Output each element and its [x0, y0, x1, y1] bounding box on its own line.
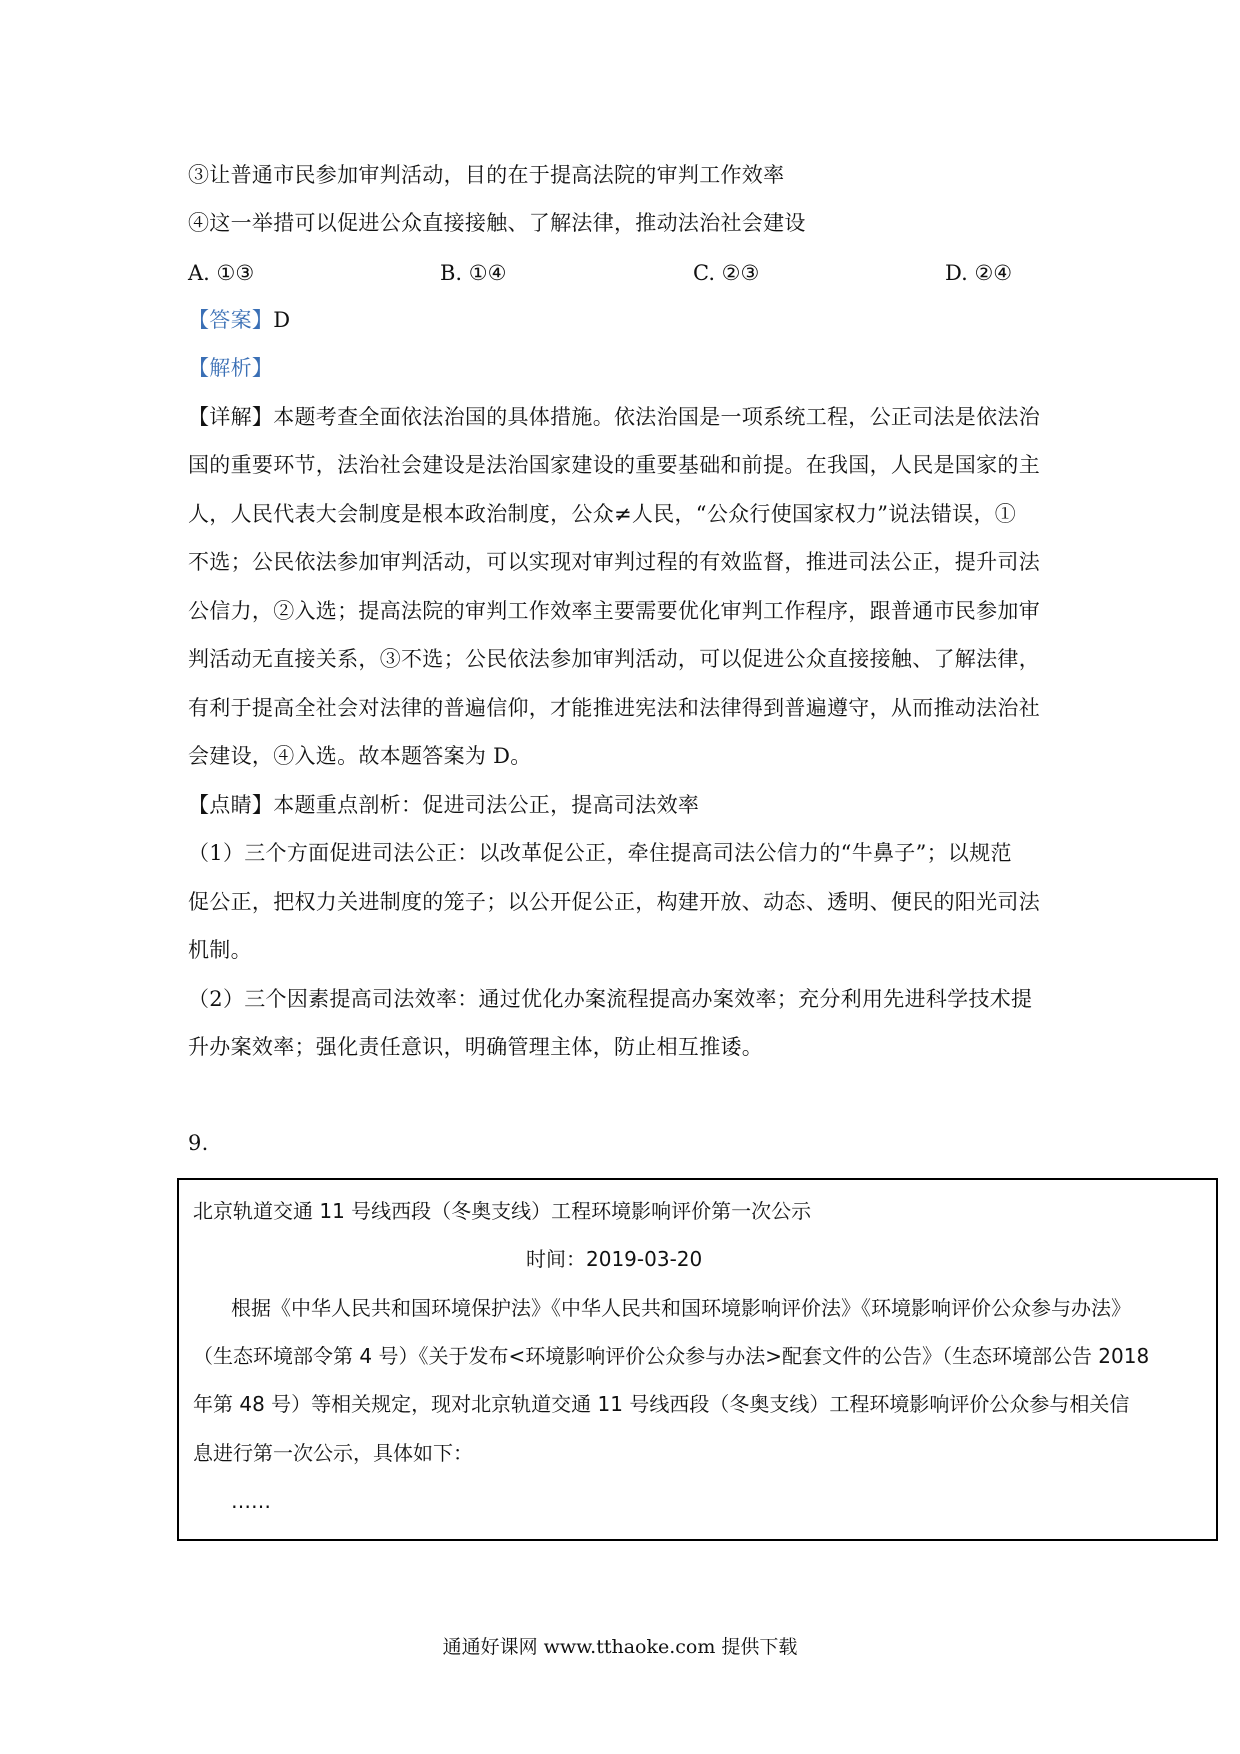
notice-title: 北京轨道交通 11 号线西段（冬奥支线）工程环境影响评价第一次公示 — [193, 1199, 812, 1223]
tip-line-1: （1）三个方面促进司法公正：以改革促公正，牵住提高司法公信力的“牛鼻子”；以规范 — [188, 841, 1012, 865]
tip-line-2: 促公正，把权力关进制度的笼子；以公开促公正，构建开放、动态、透明、便民的阳光司法 — [188, 890, 1040, 914]
answer-value: D — [273, 308, 291, 332]
tip-line-3: 机制。 — [188, 938, 252, 962]
question-number: 9. — [188, 1131, 209, 1155]
tip-line-5: 升办案效率；强化责任意识，明确管理主体，防止相互推诿。 — [188, 1035, 764, 1059]
footer: 通通好课网 www.tthaoke.com 提供下载 — [442, 1636, 798, 1658]
notice-line-3: 年第 48 号）等相关规定，现对北京轨道交通 11 号线西段（冬奥支线）工程环境影响评价公众参与相关信 — [193, 1392, 1130, 1416]
statement-3: ③让普通市民参加审判活动，目的在于提高法院的审判工作效率 — [188, 163, 785, 187]
detail-line-6: 判活动无直接关系，③不选；公民依法参加审判活动，可以促进公众直接接触、了解法律， — [188, 647, 1040, 671]
notice-line-2: （生态环境部令第 4 号）《关于发布<环境影响评价公众参与办法>配套文件的公告》（生态环境部公告 2018 — [193, 1344, 1150, 1368]
option-b: B. ①④ — [440, 261, 507, 285]
option-d: D. ②④ — [945, 261, 1013, 285]
tip-tag: 【点睛】 — [188, 793, 274, 817]
option-c: C. ②③ — [693, 261, 760, 285]
detail-line-4: 不选；公民依法参加审判活动，可以实现对审判过程的有效监督，推进司法公正，提升司法 — [188, 550, 1040, 574]
detail-text: 本题考查全面依法治国的具体措施。依法治国是一项系统工程，公正司法是依法治 — [273, 405, 1040, 429]
statement-4: ④这一举措可以促进公众直接接触、了解法律，推动法治社会建设 — [188, 211, 806, 235]
detail-line-1 — [188, 402, 1040, 432]
answer-tag: 【答案】 — [188, 308, 274, 332]
detail-line-2: 国的重要环节，法治社会建设是法治国家建设的重要基础和前提。在我国，人民是国家的主 — [188, 453, 1040, 477]
detail-tag: 【详解】 — [188, 405, 274, 429]
tip-text: 本题重点剖析：促进司法公正，提高司法效率 — [273, 793, 700, 817]
detail-line-8: 会建设，④入选。故本题答案为 D。 — [188, 744, 532, 768]
notice-box — [177, 1178, 1218, 1541]
detail-line-3: 人，人民代表大会制度是根本政治制度，公众≠人民，“公众行使国家权力”说法错误，① — [188, 502, 1017, 526]
answer-line — [188, 305, 290, 335]
notice-ellipsis: …… — [231, 1489, 271, 1513]
analysis-tag: 【解析】 — [188, 356, 274, 380]
notice-line-4: 息进行第一次公示，具体如下： — [193, 1441, 473, 1465]
tip-heading — [188, 790, 699, 820]
notice-line-1: 根据《中华人民共和国环境保护法》《中华人民共和国环境影响评价法》《环境影响评价公众参与办法》 — [231, 1296, 1131, 1320]
tip-line-4: （2）三个因素提高司法效率：通过优化办案流程提高办案效率；充分利用先进科学技术提 — [188, 987, 1033, 1011]
notice-time: 时间：2019-03-20 — [526, 1247, 703, 1271]
option-a: A. ①③ — [188, 261, 255, 285]
detail-line-7: 有利于提高全社会对法律的普遍信仰，才能推进宪法和法律得到普遍遵守，从而推动法治社 — [188, 696, 1040, 720]
detail-line-5: 公信力，②入选；提高法院的审判工作效率主要需要优化审判工作程序，跟普通市民参加审 — [188, 599, 1040, 623]
